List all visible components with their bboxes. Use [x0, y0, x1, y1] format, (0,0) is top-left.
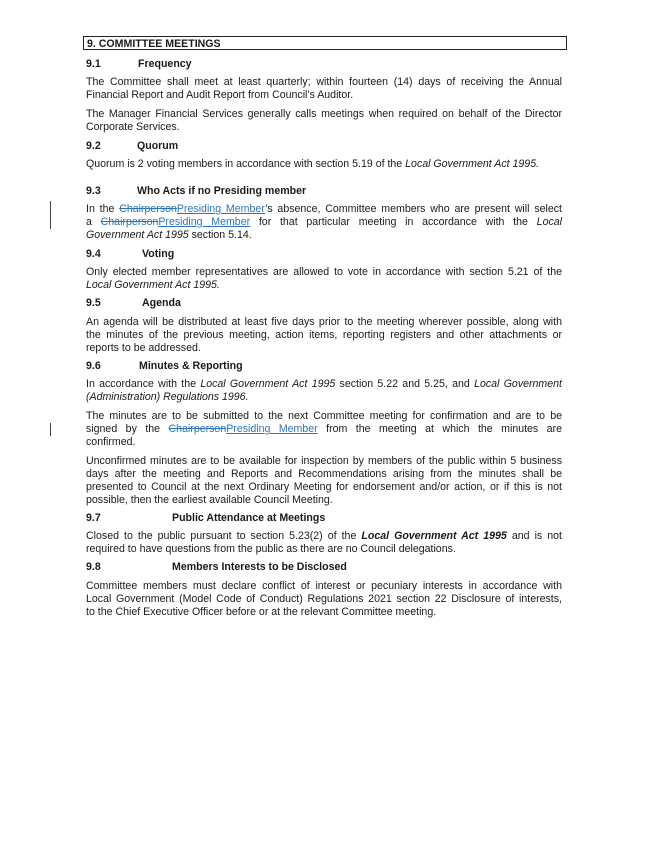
- paragraph-minutes-2: [86, 410, 562, 449]
- paragraph-frequency-2: [86, 108, 562, 134]
- act-reference: Local Government Act 1995: [200, 378, 336, 390]
- paragraph-agenda: [86, 316, 562, 355]
- act-reference: Local: [536, 216, 562, 228]
- text-line: to the Chief Executive Officer before or at the relevant Committee meeting.: [86, 606, 437, 618]
- paragraph-public-attendance: [86, 530, 562, 556]
- heading-9-8: [86, 561, 347, 574]
- text-run: Quorum is 2 voting members in accordance with section 5.19 of the: [86, 158, 406, 170]
- text-line: The Committee shall meet at least quarterly; within fourteen (14) days of receiving the Annual: [86, 76, 562, 88]
- tracked-deletion: Chairperson: [100, 216, 159, 228]
- act-reference: (Administration) Regulations 1996.: [86, 391, 249, 403]
- heading-title: Who Acts if no Presiding member: [137, 185, 307, 197]
- paragraph-frequency-1: [86, 76, 562, 102]
- act-reference: Government Act 1995: [86, 229, 189, 241]
- text-run: a: [86, 216, 101, 228]
- change-bar: [50, 201, 51, 229]
- heading-9-1: [86, 58, 192, 71]
- act-reference: Local Government Act 1995.: [405, 158, 540, 170]
- text-line: reports to be addressed.: [86, 342, 201, 354]
- change-bar: [50, 423, 51, 436]
- text-line: the minutes of the previous meeting, action items, reporting registers and other attachments or: [86, 329, 562, 341]
- text-run: signed by the: [86, 423, 169, 435]
- text-line: Unconfirmed minutes are to be available for inspection by members of the public within 5 business: [86, 455, 562, 467]
- paragraph-minutes-1: [86, 378, 562, 404]
- heading-9-4: [86, 248, 174, 261]
- text-run: and is not: [506, 530, 562, 542]
- heading-number: 9.1: [86, 58, 101, 70]
- paragraph-quorum: [86, 158, 562, 171]
- section-heading: 9. COMMITTEE MEETINGS: [83, 36, 567, 50]
- heading-9-7: [86, 512, 325, 525]
- heading-9-5: [86, 297, 181, 310]
- text-line: An agenda will be distributed at least five days prior to the meeting wherever possible, along with: [86, 316, 562, 328]
- text-line: possible, then the earliest available Council Meeting.: [86, 494, 333, 506]
- text-run: In the: [86, 203, 120, 215]
- act-reference: Local Government: [474, 378, 562, 390]
- tracked-insertion: Presiding Member: [226, 423, 318, 435]
- heading-title: Frequency: [138, 58, 192, 70]
- text-run: from the meeting at which the minutes are: [317, 423, 562, 435]
- text-run: ’s absence, Committee members who are present will select: [265, 203, 562, 215]
- text-line: Financial Report and Audit Report from Council’s Auditor.: [86, 89, 354, 101]
- text-line: Committee members must declare conflict of interest or pecuniary interests in accordance with: [86, 580, 562, 592]
- act-reference: Local Government Act 1995.: [86, 279, 220, 291]
- heading-title: Public Attendance at Meetings: [172, 512, 326, 524]
- heading-title: Members Interests to be Disclosed: [172, 561, 347, 573]
- text-line: Only elected member representatives are allowed to vote in accordance with section 5.21 of the: [86, 266, 562, 278]
- heading-number: 9.7: [86, 512, 101, 524]
- text-line: presented to Council at the next Ordinary Meeting for endorsement and/or action, or if this is not: [86, 481, 562, 493]
- heading-number: 9.5: [86, 297, 101, 309]
- text-line: days after the meeting and Reports and Recommendations arising from the minutes shall be: [86, 468, 562, 480]
- text-line: The Manager Financial Services generally calls meetings when required on behalf of the Director: [86, 108, 562, 120]
- text-run: for that particular meeting in accordance with the: [250, 216, 537, 228]
- heading-title: Quorum: [137, 140, 179, 152]
- tracked-deletion: Chairperson: [119, 203, 177, 215]
- paragraph-minutes-3: [86, 455, 562, 507]
- tracked-deletion: Chairperson: [168, 423, 227, 435]
- text-line: Local Government (Model Code of Conduct) Regulations 2021 section 22 Disclosure of interests,: [86, 593, 562, 605]
- heading-number: 9.2: [86, 140, 101, 152]
- paragraph-interests: [86, 580, 562, 619]
- text-run: In accordance with the: [86, 378, 201, 390]
- tracked-insertion: Presiding Member: [158, 216, 251, 228]
- heading-title: Voting: [142, 248, 175, 260]
- text-line: Corporate Services.: [86, 121, 180, 133]
- text-run: section 5.14.: [188, 229, 252, 241]
- heading-9-2: [86, 140, 178, 153]
- text-line: The minutes are to be submitted to the next Committee meeting for confirmation and are to be: [86, 410, 562, 422]
- text-run: section 5.22 and 5.25, and: [335, 378, 475, 390]
- text-line: confirmed.: [86, 436, 136, 448]
- text-run: Closed to the public pursuant to section 5.23(2) of the: [86, 530, 362, 542]
- paragraph-voting: [86, 266, 562, 292]
- paragraph-presiding-member: [86, 203, 562, 242]
- text-line: required to have questions from the public as there are no Council delegations.: [86, 543, 456, 555]
- heading-title: Agenda: [142, 297, 181, 309]
- heading-9-6: [86, 360, 243, 373]
- act-reference: Local Government Act 1995: [361, 530, 507, 542]
- heading-title: Minutes & Reporting: [139, 360, 243, 372]
- heading-number: 9.6: [86, 360, 101, 372]
- heading-number: 9.4: [86, 248, 101, 260]
- heading-number: 9.8: [86, 561, 101, 573]
- heading-9-3: [86, 185, 306, 198]
- heading-number: 9.3: [86, 185, 101, 197]
- tracked-insertion: Presiding Member: [176, 203, 266, 215]
